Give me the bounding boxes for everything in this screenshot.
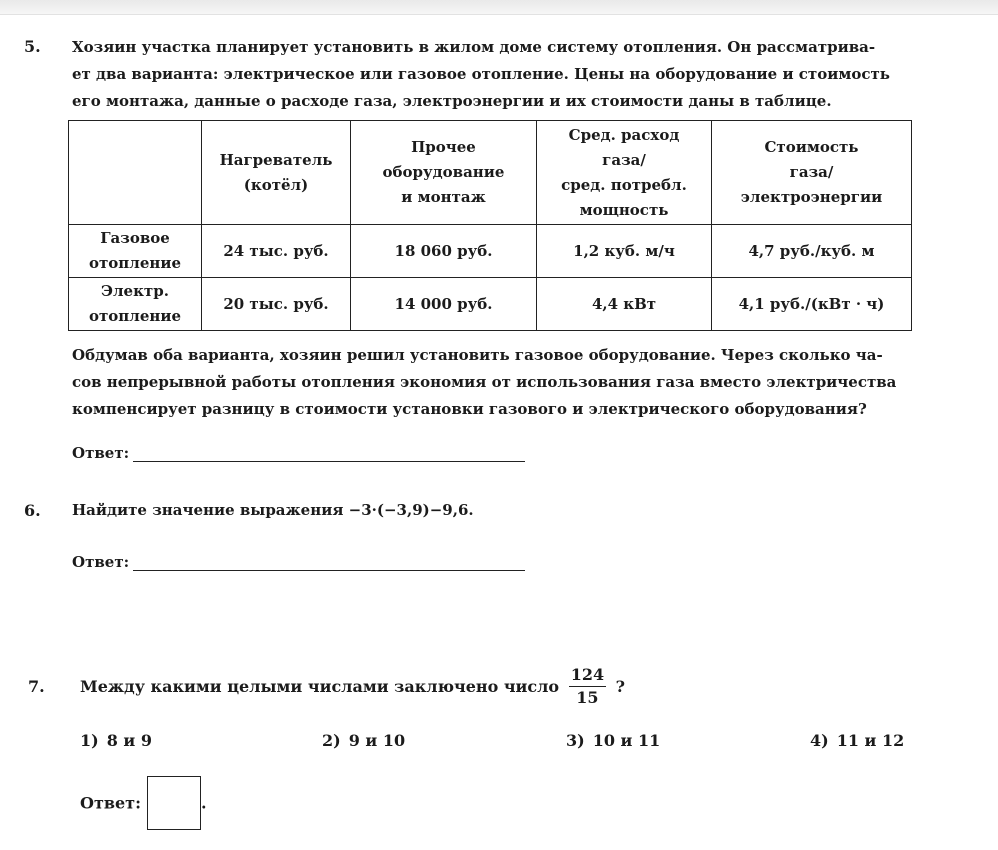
option-key: 4) (810, 731, 829, 750)
row-label: Электр. отопление (69, 278, 202, 331)
header-consumption: Сред. расход газа/ сред. потребл. мощность (537, 121, 712, 225)
top-bar (0, 0, 998, 15)
header-heater: Нагреватель (котёл) (202, 121, 351, 225)
table-cell: 14 000 руб. (351, 278, 537, 331)
problem-7-number: 7. (28, 677, 45, 696)
table-row-electric (69, 278, 912, 331)
table-cell: 4,4 кВт (537, 278, 712, 331)
option-4[interactable] (810, 731, 904, 750)
question-line: Обдумав оба варианта, хозяин решил установить газовое оборудование. Через сколько ча- (72, 346, 883, 364)
option-key: 1) (80, 731, 99, 750)
statement-line: его монтажа, данные о расходе газа, электроэнергии и их стоимости даны в таблице. (72, 92, 832, 110)
table-cell: 4,7 руб./куб. м (712, 225, 912, 278)
problem-6-number: 6. (24, 501, 41, 520)
option-text: 9 и 10 (348, 731, 406, 750)
table-cell: 18 060 руб. (351, 225, 537, 278)
problem-6-answer (72, 553, 525, 571)
option-3[interactable] (566, 731, 660, 750)
problem-5-answer (72, 444, 525, 462)
heating-table (68, 120, 912, 331)
header-empty (69, 121, 202, 225)
answer-end: . (200, 793, 207, 813)
option-text: 8 и 9 (106, 731, 152, 750)
question-line: компенсирует разницу в стоимости установки газового и электрического оборудования? (72, 400, 867, 418)
option-text: 11 и 12 (836, 731, 905, 750)
answer-label: Ответ: (72, 444, 130, 462)
problem-6-text: Найдите значение выражения (72, 501, 344, 519)
problem-7-end: ? (615, 677, 626, 696)
problem-6-expression: −3·(−3,9)−9,6 (348, 501, 469, 519)
table-cell: 4,1 руб./(кВт · ч) (712, 278, 912, 331)
question-line: сов непрерывной работы отопления экономия от использования газа вместо электричества (72, 373, 897, 391)
problem-7-fraction (569, 664, 606, 709)
problem-7-text: Между какими целыми числами заключено число (80, 677, 560, 696)
problem-5-question (72, 342, 896, 423)
table-cell: 24 тыс. руб. (202, 225, 351, 278)
answer-line-input[interactable] (133, 558, 525, 571)
problem-6-statement (72, 501, 474, 519)
table-row-gas (69, 225, 912, 278)
row-label: Газовое отопление (69, 225, 202, 278)
problem-5-statement (72, 34, 890, 115)
option-text: 10 и 11 (592, 731, 661, 750)
fraction-denominator: 15 (576, 688, 599, 707)
problem-5-number: 5. (24, 37, 41, 56)
answer-line-input[interactable] (133, 449, 525, 462)
answer-box-input[interactable] (147, 776, 201, 830)
option-2[interactable] (322, 731, 405, 750)
fraction-numerator: 124 (569, 664, 606, 687)
problem-6-end: . (468, 501, 474, 519)
table-cell: 1,2 куб. м/ч (537, 225, 712, 278)
option-key: 2) (322, 731, 341, 750)
problem-7-answer (80, 776, 207, 830)
table-cell: 20 тыс. руб. (202, 278, 351, 331)
answer-label: Ответ: (72, 553, 130, 571)
option-key: 3) (566, 731, 585, 750)
statement-line: ет два варианта: электрическое или газовое отопление. Цены на оборудование и стоимость (72, 65, 890, 83)
problem-7-statement (80, 664, 625, 709)
option-1[interactable] (80, 731, 152, 750)
header-cost: Стоимость газа/ электроэнергии (712, 121, 912, 225)
table-header-row (69, 121, 912, 225)
header-other-equipment: Прочее оборудование и монтаж (351, 121, 537, 225)
answer-label: Ответ: (80, 793, 141, 813)
statement-line: Хозяин участка планирует установить в жилом доме систему отопления. Он рассматрива- (72, 38, 876, 56)
